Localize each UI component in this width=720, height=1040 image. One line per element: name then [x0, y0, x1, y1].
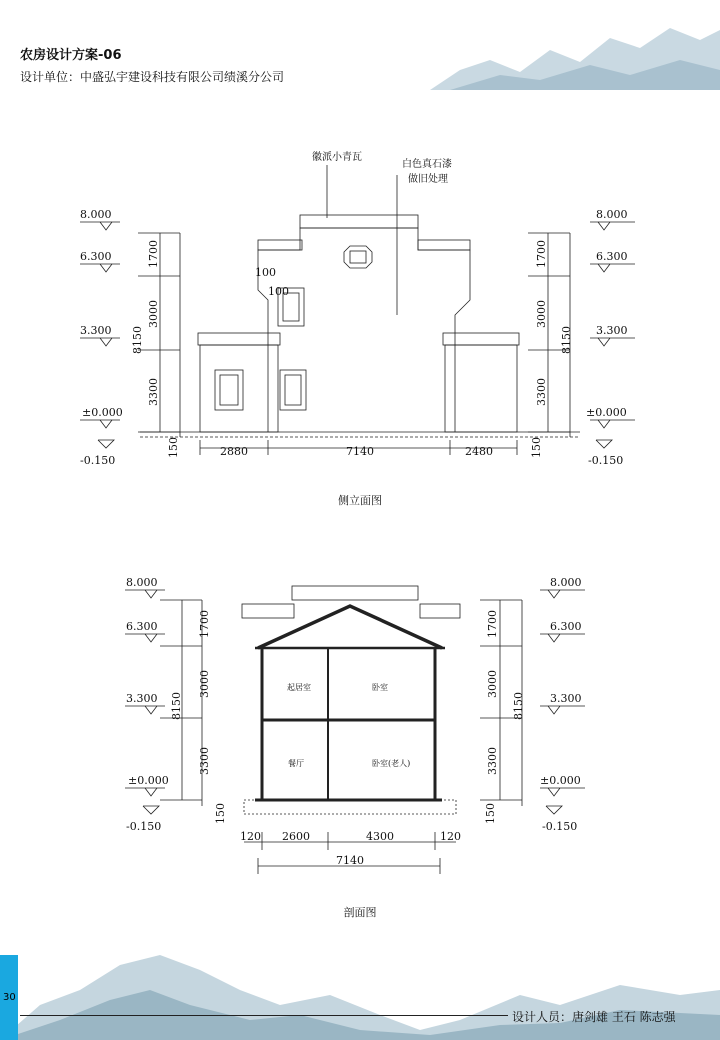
level-top-left: 8.000: [80, 208, 112, 221]
sec-level-top-right: 8.000: [550, 576, 582, 589]
level-base-left: -0.150: [80, 454, 116, 467]
sec-level-eave-left: 6.300: [126, 620, 158, 633]
sec-level-base-left: -0.150: [126, 820, 162, 833]
dim-100-a: 100: [255, 266, 276, 279]
section-caption: 剖面图: [343, 906, 377, 919]
dim-3000-left: 3000: [147, 300, 160, 328]
side-elevation-drawing: [0, 130, 720, 480]
dim-3300-left: 3300: [147, 378, 160, 406]
sec-dim-1700-left: 1700: [198, 610, 211, 638]
design-unit: 设计单位：中盛弘宇建设科技有限公司绩溪分公司: [20, 70, 285, 84]
dim-3000-right: 3000: [535, 300, 548, 328]
level-ground-right: ±0.000: [586, 406, 627, 419]
note-roof-tile: 徽派小青瓦: [312, 152, 362, 163]
sec-level-ground-left: ±0.000: [128, 774, 169, 787]
sec-level-ground-right: ±0.000: [540, 774, 581, 787]
section-drawing: [0, 570, 720, 880]
sec-dim-8150-right: 8150: [512, 692, 525, 720]
sec-dim-3300-right: 3300: [486, 747, 499, 775]
dim-2880: 2880: [220, 445, 248, 458]
sec-dim-3000-right: 3000: [486, 670, 499, 698]
dim-7140-elev: 7140: [346, 445, 374, 458]
dim-2480: 2480: [465, 445, 493, 458]
sec-dim-1700-right: 1700: [486, 610, 499, 638]
dim-1700-right: 1700: [535, 240, 548, 268]
dim-150-right: 150: [530, 437, 543, 458]
dim-100-b: 100: [268, 285, 289, 298]
sec-level-floor2-right: 3.300: [550, 692, 582, 705]
sec-dim-150-right: 150: [484, 803, 497, 824]
level-eave-left: 6.300: [80, 250, 112, 263]
level-top-right: 8.000: [596, 208, 628, 221]
room-bedroom-elder: 卧室(老人): [372, 759, 411, 768]
sec-level-top-left: 8.000: [126, 576, 158, 589]
dim-3300-right: 3300: [535, 378, 548, 406]
note-wall-paint: 白色真石漆: [402, 159, 452, 170]
level-floor2-right: 3.300: [596, 324, 628, 337]
level-base-right: -0.150: [588, 454, 624, 467]
mountain-decoration-top: [430, 20, 720, 90]
level-eave-right: 6.300: [596, 250, 628, 263]
sec-dim-4300: 4300: [366, 830, 394, 843]
elevation-caption: 侧立面图: [338, 494, 382, 507]
dim-150-left: 150: [167, 437, 180, 458]
dim-1700-left: 1700: [147, 240, 160, 268]
sec-dim-3000-left: 3000: [198, 670, 211, 698]
sec-level-floor2-left: 3.300: [126, 692, 158, 705]
footer-divider: [20, 1015, 508, 1016]
note-wall-aging: 做旧处理: [408, 174, 448, 185]
sec-dim-120-right: 120: [440, 830, 461, 843]
sec-dim-3300-left: 3300: [198, 747, 211, 775]
sec-dim-120-left: 120: [240, 830, 261, 843]
designers-credit: 设计人员：唐剑雄 王石 陈志强: [512, 1010, 676, 1024]
sec-dim-2600: 2600: [282, 830, 310, 843]
level-ground-left: ±0.000: [82, 406, 123, 419]
sec-level-base-right: -0.150: [542, 820, 578, 833]
level-floor2-left: 3.300: [80, 324, 112, 337]
room-living: 起居室: [287, 683, 311, 692]
sec-dim-150-left: 150: [214, 803, 227, 824]
dim-8150-right: 8150: [560, 326, 573, 354]
page-number: 30: [3, 992, 16, 1003]
sec-level-eave-right: 6.300: [550, 620, 582, 633]
page-title: 农房设计方案-06: [20, 48, 122, 63]
sec-dim-8150-left: 8150: [170, 692, 183, 720]
room-bedroom-upper: 卧室: [372, 683, 388, 692]
room-dining: 餐厅: [288, 759, 304, 768]
sec-dim-7140: 7140: [336, 854, 364, 867]
dim-8150-left: 8150: [131, 326, 144, 354]
